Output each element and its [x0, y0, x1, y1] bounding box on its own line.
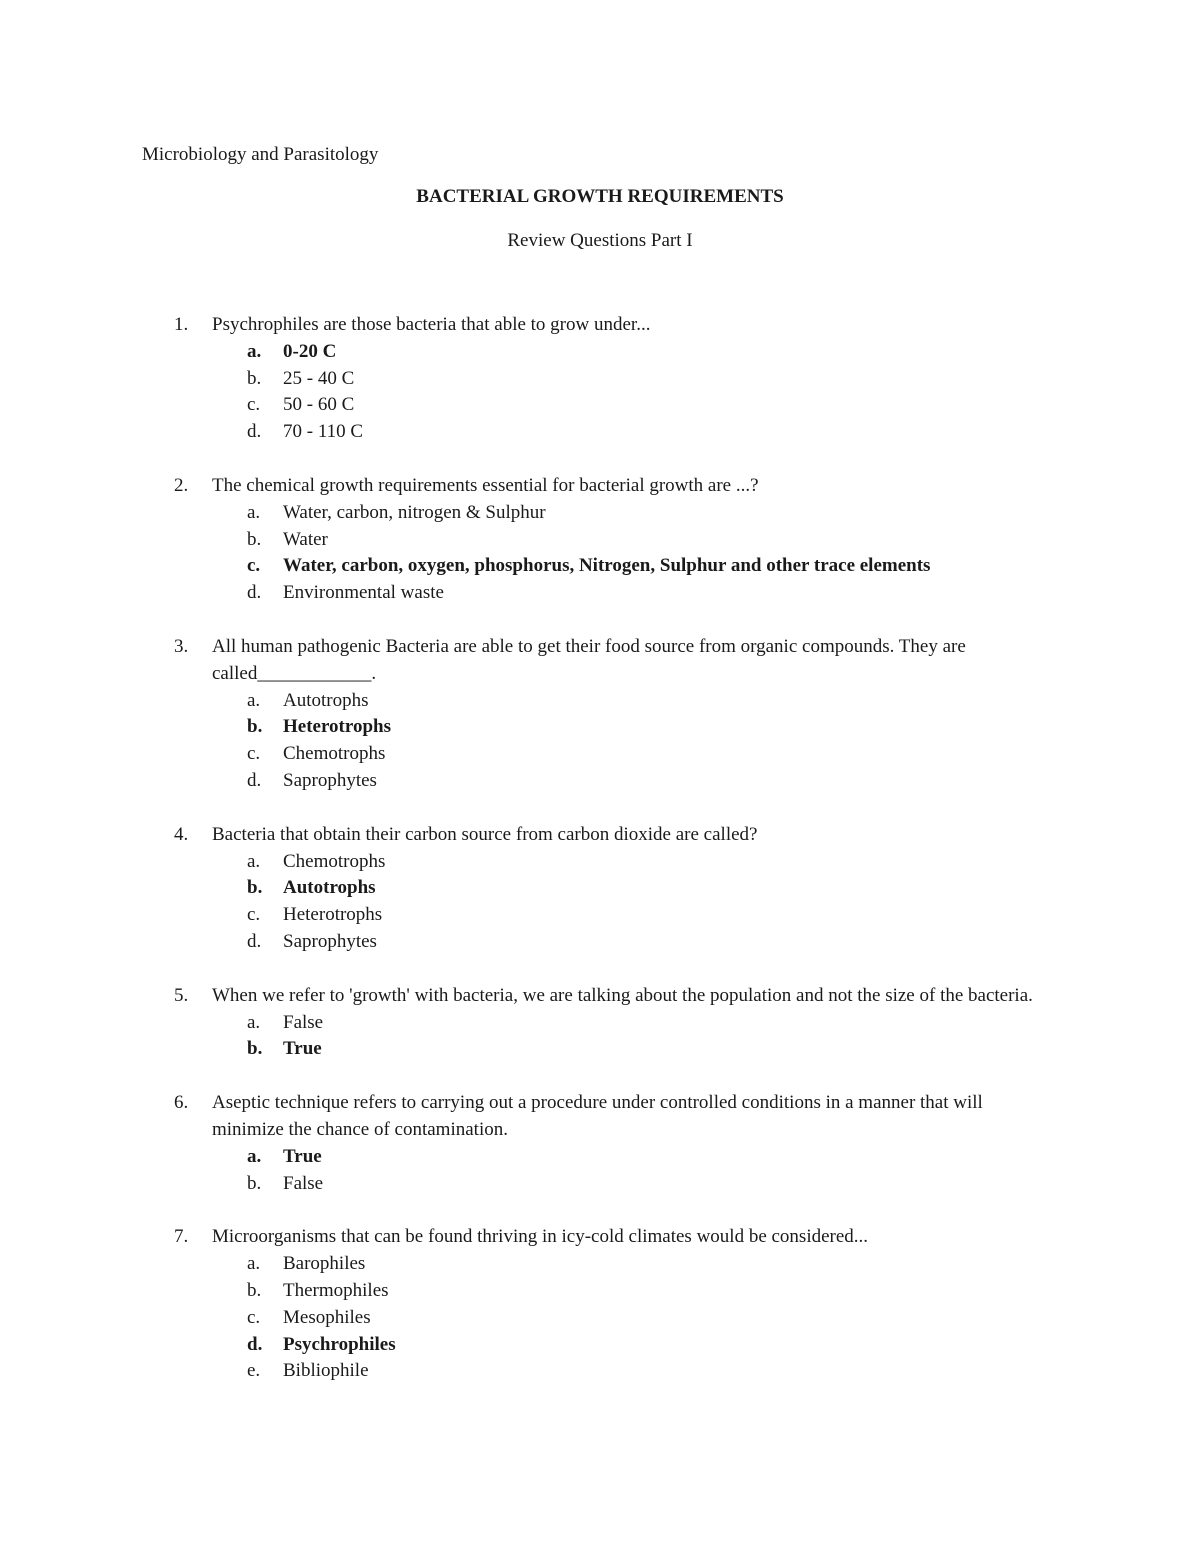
option-text: Saprophytes	[283, 769, 377, 791]
option-letter: a.	[247, 850, 261, 872]
answer-option-correct	[0, 714, 1200, 741]
option-letter: b.	[247, 1038, 263, 1060]
option-list	[0, 1144, 1200, 1198]
option-letter: b.	[247, 528, 262, 550]
question-item	[0, 983, 1200, 1063]
option-text: Chemotrophs	[283, 850, 386, 872]
question-text: All human pathogenic Bacteria are able to get their food source from organic compounds. They are called____________.	[212, 635, 966, 684]
answer-option	[0, 902, 1200, 929]
option-letter: d.	[247, 769, 262, 791]
option-text: 25 - 40 C	[283, 367, 355, 389]
answer-option	[0, 768, 1200, 795]
question-text: Bacteria that obtain their carbon source from carbon dioxide are called?	[212, 823, 758, 845]
answer-option	[0, 849, 1200, 876]
question-text: Psychrophiles are those bacteria that able to grow under...	[212, 314, 651, 335]
option-text: Water, carbon, nitrogen & Sulphur	[283, 501, 546, 523]
answer-option	[0, 500, 1200, 527]
answer-option	[0, 392, 1200, 419]
option-text: True	[283, 1038, 322, 1060]
option-letter: b.	[247, 367, 262, 389]
option-text: Environmental waste	[283, 582, 444, 604]
option-text: Psychrophiles	[283, 1333, 396, 1355]
option-letter: e.	[247, 1360, 261, 1382]
answer-option-correct	[0, 339, 1200, 366]
option-letter: a.	[247, 1253, 261, 1275]
question-number: 2.	[174, 474, 189, 496]
option-letter: c.	[247, 743, 261, 765]
question-number: 3.	[174, 635, 189, 657]
answer-option	[0, 1171, 1200, 1198]
document-title: BACTERIAL GROWTH REQUIREMENTS	[416, 186, 784, 207]
option-text: Autotrophs	[283, 877, 376, 899]
document-subtitle: Review Questions Part I	[507, 230, 693, 251]
option-letter: c.	[247, 394, 261, 416]
option-text: Heterotrophs	[283, 904, 383, 926]
answer-option-correct	[0, 875, 1200, 902]
option-text: 0-20 C	[283, 340, 337, 362]
question-list	[0, 312, 1200, 1412]
option-text: False	[283, 1011, 324, 1033]
question-text: Microorganisms that can be found thriving in icy-cold climates would be considered...	[212, 1226, 869, 1248]
option-list	[0, 849, 1200, 956]
option-letter: c.	[247, 1306, 261, 1328]
option-text: Mesophiles	[283, 1306, 371, 1328]
answer-option	[0, 366, 1200, 393]
question-text: When we refer to 'growth' with bacteria, we are talking about the population and not the size of the bacteria.	[212, 984, 1033, 1006]
answer-option-correct	[0, 1144, 1200, 1171]
option-text: Barophiles	[283, 1253, 366, 1275]
option-text: Bibliophile	[283, 1360, 369, 1382]
question-item	[0, 822, 1200, 956]
option-text: Heterotrophs	[283, 716, 392, 738]
option-text: Water, carbon, oxygen, phosphorus, Nitrogen, Sulphur and other trace elements	[283, 555, 931, 577]
question-number: 4.	[174, 823, 189, 845]
option-letter: b.	[247, 716, 263, 738]
option-letter: d.	[247, 421, 262, 443]
question-number: 6.	[174, 1092, 189, 1114]
question-item	[0, 1224, 1200, 1385]
option-text: 70 - 110 C	[283, 421, 364, 443]
question-number: 5.	[174, 984, 189, 1006]
option-letter: a.	[247, 1011, 261, 1033]
option-text: Saprophytes	[283, 930, 377, 952]
question-number: 1.	[174, 314, 189, 335]
answer-option	[0, 419, 1200, 446]
answer-option-correct	[0, 1332, 1200, 1359]
question-number: 7.	[174, 1226, 189, 1248]
question-item	[0, 312, 1200, 446]
option-letter: a.	[247, 1145, 262, 1167]
answer-option	[0, 741, 1200, 768]
option-list	[0, 500, 1200, 607]
option-list	[0, 1010, 1200, 1064]
question-item	[0, 473, 1200, 607]
option-letter: d.	[247, 930, 262, 952]
option-letter: d.	[247, 582, 262, 604]
option-text: Water	[283, 528, 328, 550]
option-letter: d.	[247, 1333, 263, 1355]
option-list	[0, 1251, 1200, 1385]
answer-option	[0, 1358, 1200, 1385]
answer-option	[0, 580, 1200, 607]
question-text: The chemical growth requirements essential for bacterial growth are ...?	[212, 474, 759, 496]
option-text: Thermophiles	[283, 1279, 389, 1301]
answer-option	[0, 929, 1200, 956]
option-text: False	[283, 1172, 324, 1194]
answer-option-correct	[0, 1036, 1200, 1063]
option-text: Autotrophs	[283, 689, 369, 711]
option-letter: b.	[247, 877, 263, 899]
option-text: Chemotrophs	[283, 743, 386, 765]
answer-option	[0, 1305, 1200, 1332]
answer-option	[0, 1278, 1200, 1305]
option-letter: b.	[247, 1172, 262, 1194]
option-letter: b.	[247, 1279, 262, 1301]
option-letter: c.	[247, 555, 261, 577]
option-text: True	[283, 1145, 322, 1167]
option-list	[0, 339, 1200, 446]
answer-option	[0, 688, 1200, 715]
question-item	[0, 634, 1200, 795]
option-letter: a.	[247, 340, 262, 362]
answer-option	[0, 527, 1200, 554]
question-text: Aseptic technique refers to carrying out a procedure under controlled conditions in a manner that will minimize the chance of contamination.	[212, 1092, 983, 1140]
answer-option	[0, 1251, 1200, 1278]
option-text: 50 - 60 C	[283, 394, 355, 416]
answer-option-correct	[0, 553, 1200, 580]
option-letter: a.	[247, 689, 261, 711]
option-letter: a.	[247, 501, 261, 523]
answer-option	[0, 1010, 1200, 1037]
option-letter: c.	[247, 904, 261, 926]
question-item	[0, 1090, 1200, 1197]
course-subject: Microbiology and Parasitology	[142, 144, 379, 165]
option-list	[0, 688, 1200, 795]
